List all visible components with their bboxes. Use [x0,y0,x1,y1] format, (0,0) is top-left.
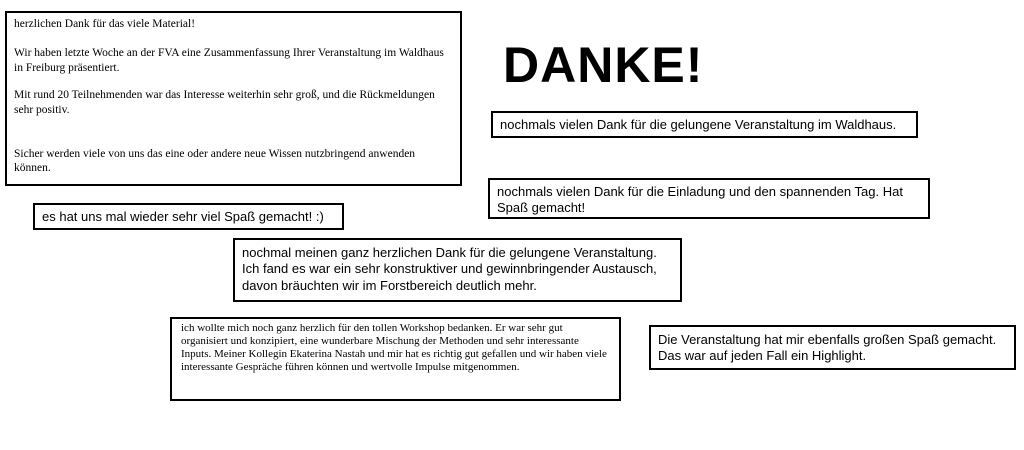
note-text: nochmals vielen Dank für die gelungene Veranstaltung im Waldhaus. [500,117,897,132]
note-paragraph: Sicher werden viele von uns das eine oder andere neue Wissen nutzbringend anwenden können. [14,147,416,175]
note-paragraph: Wir haben letzte Woche an der FVA eine Zusammenfassung Ihrer Veranstaltung im Waldhaus in Freiburg präsentiert. [14,47,444,74]
danke-title: DANKE! [503,37,704,93]
note-workshop [170,317,621,401]
note-paragraph: Mit rund 20 Teilnehmenden war das Interesse weiterhin sehr groß, und die Rückmeldungen sehr positiv. [14,89,435,116]
note-text: nochmal meinen ganz herzlichen Dank für die gelungene Veranstaltung. Ich fand es war ein sehr konstruktiver und gewinnbringender Austausch, davon bräuchten wir im Forstbereich deutlich mehr. [242,245,657,293]
note-invitation-thanks [488,178,930,219]
note-waldhaus-thanks [491,111,918,138]
note-forestry-exchange [233,238,682,302]
note-text: es hat uns mal wieder sehr viel Spaß gemacht! :) [42,209,324,224]
note-text: ich wollte mich noch ganz herzlich für den tollen Workshop bedanken. Er war sehr gut organisiert und konzipiert, eine wunderbare Mischung der Methoden und sehr interessante Inputs. Meiner Kollegin Ekaterina Nastah und mir hat es richtig gut gefallen und wir haben viele interessante Gespräche führen können und wertvolle Impulse mitgenommen. [181,322,607,373]
note-text: nochmals vielen Dank für die Einladung und den spannenden Tag. Hat Spaß gemacht! [497,184,903,216]
note-fva-summary [5,11,462,186]
note-fun [33,203,344,230]
note-highlight [649,325,1016,370]
note-text: Die Veranstaltung hat mir ebenfalls großen Spaß gemacht. Das war auf jeden Fall ein Highlight. [658,332,997,364]
note-paragraph: herzlichen Dank für das viele Material! [14,18,196,30]
